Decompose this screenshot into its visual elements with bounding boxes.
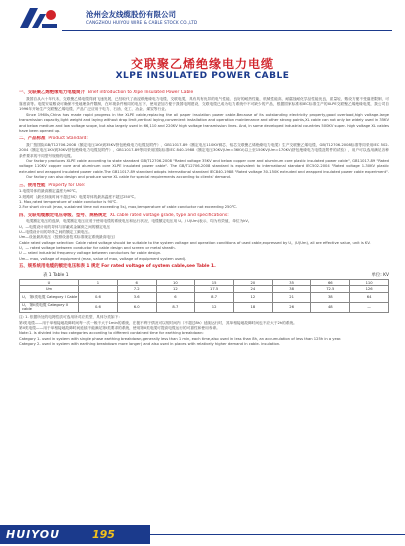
table-cell: 1 <box>79 280 118 286</box>
paragraph: 1.电缆导体的最高额定温度为90℃。 <box>19 189 80 194</box>
table-cell: 110 <box>350 280 389 286</box>
table-cell: 10 <box>156 280 195 286</box>
section-rated-voltage <box>19 213 389 262</box>
table-unit: 单位: KV <box>371 272 389 278</box>
table-notes <box>19 315 389 347</box>
table-cell: 15 <box>195 280 234 286</box>
paragraph: U。— rated voltage between conductor for cable design and screen or metal sheath. <box>19 246 176 251</box>
section-heading: 二、产品标准 Product Standard: <box>19 136 88 142</box>
table-cell: 72.5 <box>311 286 350 292</box>
page-footer <box>0 525 405 546</box>
paragraph: 1. Max,rated temperature of cable conductor is 90℃. <box>19 199 118 204</box>
row-label: Um <box>20 286 79 292</box>
paragraph: Cable rated voltage selection: Cable rated voltage should be suitable to the system voltage and operation conditions of used cable,expressed by U。/U(Um), all are effective value, unit is KV. <box>19 240 371 245</box>
table-cell: 6 <box>156 292 195 302</box>
table-cell: 35 <box>272 280 311 286</box>
rated-voltage-table <box>19 279 389 313</box>
paragraph: U—电缆设计用的导体之间的额定工频电压。 <box>19 230 92 234</box>
paragraph: 2.短路时（最长持续时间不超过5S）电缆导体的最高温度不超过250℃。 <box>19 194 138 199</box>
table-cell: 18 <box>233 302 272 312</box>
footer-brand: HUIYOU <box>6 528 61 541</box>
paragraph: Our factory produces XLPE cable according to state standard GB/T12706-2008 "Rated voltage 35KV and below copper core and aluminum core plastic insulated power cable", GB11017-89 "Rated voltage 110KV copper core and aluminum core XLPE insulated power cable". The GB/T12706-2008 standard is equivalent to international standard IEC502-2004 "Rated voltage 1-30KV plastic extruded and wrapped insulated power cable.The GB11017-89 standard adopts international standard IEC840-1988 "Rated voltage 30-150K extruded and wrapped insulated power cable experiment". <box>19 159 389 174</box>
paragraph: Since 1960s,China has made rapid progress in the XLPE cable,replacing the oil paper insulation power cable.Because of its outstanding electricity property,good overload,high voltage-large transmission capacity,light weight and laying without drop limit,vertical laying,convenient installation and operation maintenance and other strong points,XL cable can not only be widely used in 35KV and below medium and low voltage scope, but also largely used in 66,110 and 220KV high voltage transmission lines. And, in some developed industrial countries 500KV super- high voltage XL cables have been opened up. <box>19 112 389 133</box>
table-cell: 7.2 <box>117 286 156 292</box>
paragraph: U。—电缆设计用的导体与屏蔽或金属套之间的额定电压 <box>19 224 111 229</box>
note-line: 第I类电缆——用于单相接地故障时间每一次一般不大于1min的系统，在极不利于情况可以短时间内（不超过8h）延续运行时，其单相接地故障时间也不应大于2h的系统。 <box>19 320 297 325</box>
paragraph: 我国自从六十年代末，交联聚乙烯电缆得到飞速发展，已经取代了油浸纸绝缘电力电缆，交联电缆，具有具有优异的电气性能、良好的耐热性能，机械性能高、耐腐蚀耐化学品性能优良，质量轻，敷设方便不受落差限制，可靠度高等。电缆安装敷设可确保不受地理条件限制，在环境条件相同的电压下，使用更加方便于我国电网建设，交联电缆已成为电力系统中不可缺少的产品，根据国家标准和IEC标准生产的XLPE交联聚乙烯绝缘电缆，我公司自1996年开始生产交联聚乙烯电缆，产品广泛应用于电力、石油、化工、冶金、煤炭等行业。 <box>19 96 389 112</box>
table-row <box>20 302 389 312</box>
table-cell: 3.6 <box>117 292 156 302</box>
table-cell: — <box>350 302 389 312</box>
table-cell: 21 <box>272 292 311 302</box>
note-line: 第II类电缆——用于单相接地故障时间延续不能满足第I类要求的系统，使用第II类电缆可提高电缆运行的可靠性和使用寿命。 <box>19 326 220 330</box>
row-label: U <box>20 280 79 286</box>
section-property-for-use <box>19 183 389 211</box>
footer-divider <box>150 534 405 535</box>
table-cell: 26 <box>272 302 311 312</box>
company-logo <box>18 6 58 30</box>
table-caption: 五、规系统用电缆的额定电压和表 1 规定 For rated voltage of system cable,see Table 1. <box>19 264 216 270</box>
paragraph: Our factory can also design and produce some XL cable for special requirements according to clients' demand. <box>26 175 232 180</box>
table-cell: 20 <box>233 280 272 286</box>
table-cell: 8.7 <box>156 302 195 312</box>
paragraph: 我厂按国际GB/T12706-2008《额定电压1KV到35KV挤包绝缘电力电缆及附件》、GB11017-89《额定电压110KV铜芯、铝芯交联聚乙烯绝缘电力电缆》生产交联聚乙烯电缆，GB/T12706-2008标准等同采用IEC 502-2004《额定电压1KV到30KV挤包绝缘电力电缆及附件》，GB11017-89等同采用国际标准IEC 840-1988《额定电压30KV(Um=36KV)以上至150KV(Um=170KV)挤包绝缘电力电缆及附件的试验》，用户可以选用满足各种条件要求的不同型号规格的电缆。 <box>19 142 389 158</box>
page-number: 195 <box>92 528 115 541</box>
section-product-standard <box>19 136 389 180</box>
table-cell: 6.0 <box>117 302 156 312</box>
page-header <box>0 0 405 34</box>
paragraph: Um—设备最高电压（按照设备技术标准规定系统最高电压） <box>19 235 118 240</box>
paragraph: Um— max, voltage of equipment (max, value of max, voltage of equipment system used). <box>19 256 187 261</box>
note-line: Category 2- used in system with earthing breakdown more longer( and also used in places with relatively higher demand in cable- insulation. <box>19 342 281 347</box>
section-introduction <box>19 90 389 134</box>
table-cell: 12 <box>195 302 234 312</box>
table-cell: 6 <box>117 280 156 286</box>
note-line: Category 1- used in system with single phase earthing breakdown,generally less than 1 min, each time,also used in less than 8h, an accumulation of less than 125h in a year. <box>19 336 342 341</box>
header-divider <box>62 30 392 31</box>
table-cell: 0.6 <box>79 292 118 302</box>
row-label: U。 第I类电缆 Category I Cable <box>20 292 79 302</box>
section-heading: 三、使用性能 Property for Use: <box>19 182 86 188</box>
company-name-en: CANGZHOU HUIYOU WIRE & CABLE STOCK CO.,LTD <box>86 20 198 25</box>
table-cell: 126 <box>350 286 389 292</box>
section-rated-voltage-table <box>19 264 389 313</box>
section-heading: 一、交联聚乙烯绝缘电力电缆简介 Brief introduction to Xlpe Insulated Power Cable <box>19 90 194 96</box>
document-body <box>19 88 389 347</box>
table-number-row <box>19 273 389 280</box>
table-cell: 38 <box>272 286 311 292</box>
section-heading: 四、交联电缆额定电压等级、型号、规格规定 XL cable rated voltage grade, type and specifications: <box>19 212 229 218</box>
table-cell: 8.7 <box>195 292 234 302</box>
row-label: U。 第II类电缆 Category II cable <box>20 302 79 312</box>
paragraph: 电缆额定电压的选择，电缆额定电压应适于使用电缆的系统电压和运行状况，电缆额定电压用 U。/ U(Um)表示，均为有效值，单位为kV。 <box>26 219 252 224</box>
table-cell: 12 <box>156 286 195 292</box>
table-cell: 38 <box>311 292 350 302</box>
table-cell: 12 <box>233 292 272 302</box>
table-cell: 0.6 <box>79 302 118 312</box>
company-name-cn: 沧州会友线缆股份有限公司 <box>86 10 176 19</box>
paragraph: 2.For short circuit (max, sustained time not exceeding 5s), max,temperature of cable conductor not exceeding 250℃. <box>19 205 238 210</box>
note-line: 注: 1. 依据所处的电网性质可选用所对应类型，具体分类如下： <box>19 315 122 320</box>
table-row <box>20 292 389 302</box>
table-cell: 66 <box>311 280 350 286</box>
note-line: Note:1. Is divided into two categories according to different contained time for earthing breakdown: <box>19 331 204 336</box>
table-cell: 64 <box>350 292 389 302</box>
table-number: 表 1 Table 1 <box>43 272 69 278</box>
table-cell: 24 <box>233 286 272 292</box>
page-title-cn: 交联聚乙烯绝缘电力电缆 <box>130 57 274 71</box>
paragraph: U — rated industrial frequency voltage between conductors for cable design. <box>19 251 162 256</box>
page-title-en: XLPE INSULATED POWER CABLE <box>115 71 290 81</box>
table-cell: 48 <box>311 302 350 312</box>
table-cell: 17.5 <box>195 286 234 292</box>
